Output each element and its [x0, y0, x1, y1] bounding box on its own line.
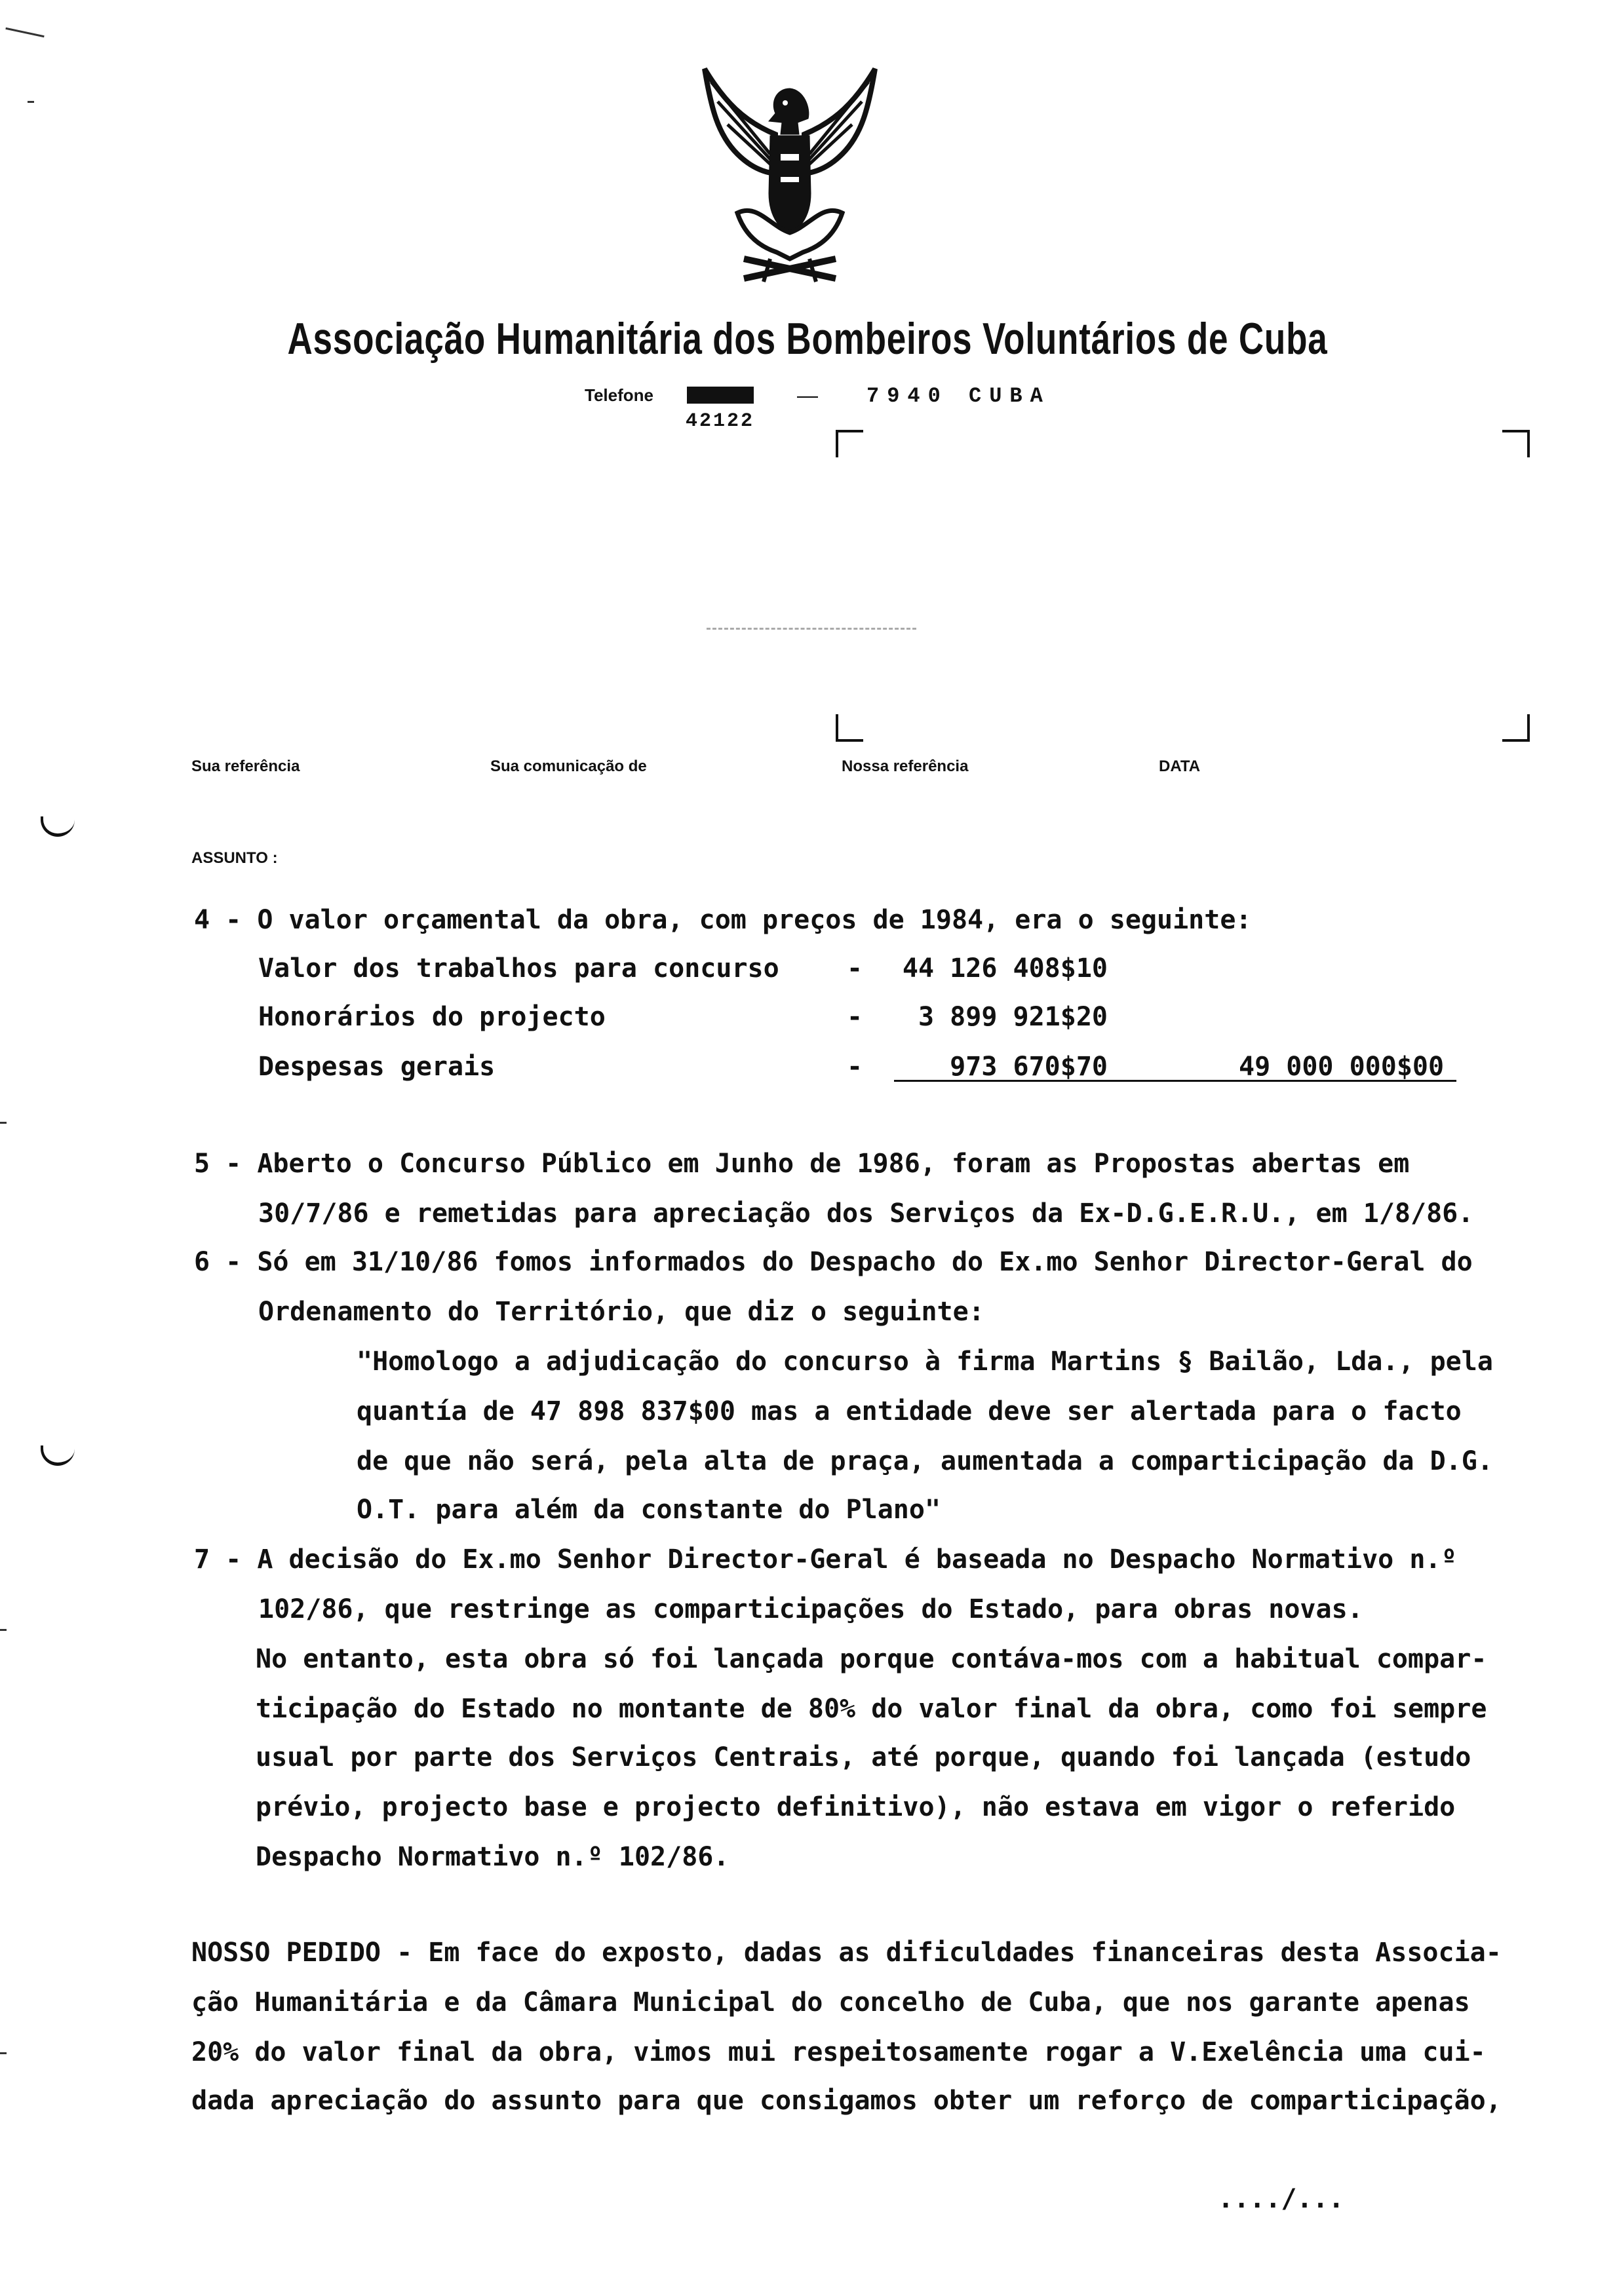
data-label: DATA: [1159, 757, 1201, 775]
budget-row-amount: 973 670$70: [950, 1052, 1108, 1082]
budget-total: 49 000 000$00: [1239, 1052, 1445, 1082]
quote-line: O.T. para além da constante do Plano": [357, 1495, 941, 1525]
budget-row-label: Despesas gerais: [258, 1052, 496, 1082]
address-corner-top-right: [1502, 430, 1530, 457]
paragraph-7-line: Despacho Normativo n.º 102/86.: [256, 1842, 730, 1872]
budget-row-label: Valor dos trabalhos para concurso: [258, 953, 779, 984]
budget-underline: [894, 1080, 1456, 1082]
margin-tick: [0, 1122, 7, 1124]
paragraph-7-line: No entanto, esta obra só foi lançada porque contáva-mos com a habitual compar-: [256, 1644, 1487, 1674]
address-corner-bottom-right: [1502, 714, 1530, 742]
budget-row-dash: -: [847, 1002, 863, 1032]
organization-name: Associação Humanitária dos Bombeiros Voluntários de Cuba: [287, 314, 1328, 364]
paragraph-7-line: 7 - A decisão do Ex.mo Senhor Director-Geral é baseada no Despacho Normativo n.º: [194, 1544, 1457, 1575]
quote-line: quantía de 47 898 837$00 mas a entidade deve ser alertada para o facto: [357, 1396, 1462, 1426]
paragraph-5-line: 30/7/86 e remetidas para apreciação dos Serviços da Ex-D.G.E.R.U., em 1/8/86.: [258, 1198, 1474, 1229]
assunto-label: ASSUNTO :: [191, 849, 278, 867]
paragraph-7-line: usual por parte dos Serviços Centrais, até porque, quando foi lançada (estudo: [256, 1742, 1471, 1772]
faint-address-line: [707, 628, 916, 630]
paragraph-7-line: 102/86, que restringe as comparticipações do Estado, para obras novas.: [258, 1594, 1363, 1624]
nossa-referencia-label: Nossa referência: [842, 757, 969, 775]
sua-comunicacao-label: Sua comunicação de: [490, 757, 647, 775]
pedido-line: dada apreciação do assunto para que consigamos obter um reforço de comparticipação,: [191, 2086, 1502, 2116]
quote-line: "Homologo a adjudicação do concurso à firma Martins § Bailão, Lda., pela: [357, 1347, 1493, 1377]
paragraph-6-line: 6 - Só em 31/10/86 fomos informados do Despacho do Ex.mo Senhor Director-Geral do: [194, 1247, 1473, 1277]
address-corner-bottom-left: [836, 714, 863, 742]
paragraph-4: 4 - O valor orçamental da obra, com preços de 1984, era o seguinte:: [194, 905, 1252, 935]
paragraph-7-line: ticipação do Estado no montante de 80% do valor final da obra, como foi sempre: [256, 1694, 1487, 1724]
margin-scribble: [5, 28, 44, 37]
budget-row-label: Honorários do projecto: [258, 1002, 606, 1032]
address-corner-top-left: [836, 430, 863, 457]
margin-tick: [0, 1629, 7, 1631]
punch-hole-mark: [41, 816, 75, 837]
quote-line: de que não será, pela alta de praça, aumentada a comparticipação da D.G.: [357, 1446, 1493, 1476]
redaction-bar: [687, 387, 754, 404]
eagle-crest-icon: [698, 62, 882, 288]
continuation-mark: ..../...: [1218, 2184, 1344, 2214]
budget-row-amount: 3 899 921$20: [918, 1002, 1108, 1032]
budget-row-dash: -: [847, 953, 863, 984]
phone-label: Telefone: [585, 385, 653, 405]
sua-referencia-label: Sua referência: [191, 757, 300, 775]
budget-row-amount: 44 126 408$10: [902, 953, 1108, 984]
margin-tick: [28, 101, 34, 103]
budget-row-dash: -: [847, 1052, 863, 1082]
pedido-line: NOSSO PEDIDO - Em face do exposto, dadas as dificuldades financeiras desta Associa-: [191, 1938, 1502, 1968]
city: 7940 CUBA: [866, 384, 1051, 408]
pedido-line: 20% do valor final da obra, vimos mui respeitosamente rogar a V.Exelência uma cui-: [191, 2037, 1486, 2067]
phone-number: 42122: [686, 410, 755, 432]
letterhead-dash: —: [797, 383, 818, 407]
punch-hole-mark: [41, 1445, 75, 1466]
margin-tick: [0, 2052, 7, 2054]
paragraph-7-line: prévio, projecto base e projecto definitivo), não estava em vigor o referido: [256, 1792, 1456, 1822]
paragraph-6-line: Ordenamento do Território, que diz o seguinte:: [258, 1297, 984, 1327]
pedido-line: ção Humanitária e da Câmara Municipal do concelho de Cuba, que nos garante apenas: [191, 1987, 1470, 2018]
paragraph-5-line: 5 - Aberto o Concurso Público em Junho de 1986, foram as Propostas abertas em: [194, 1149, 1410, 1179]
